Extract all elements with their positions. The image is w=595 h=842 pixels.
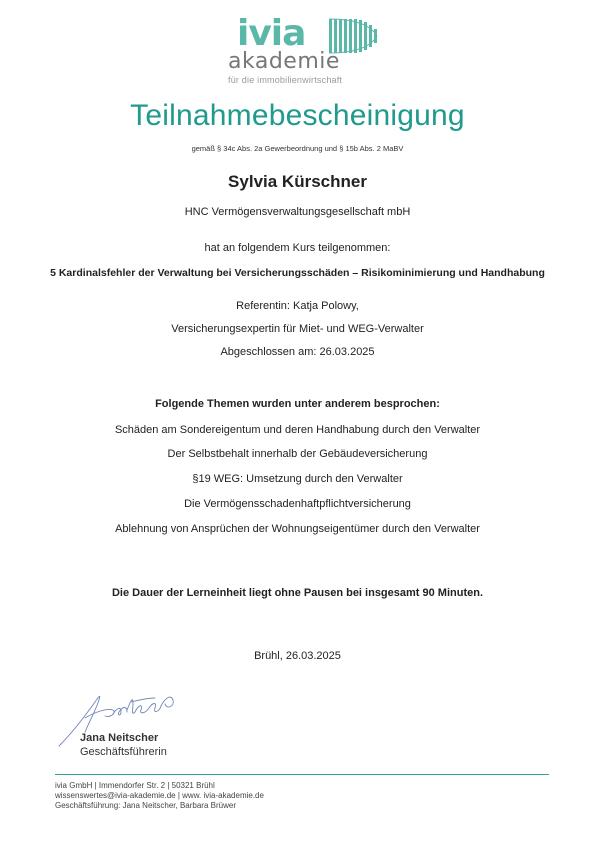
topic-item: Ablehnung von Ansprüchen der Wohnungseigentümer durch den Verwalter <box>115 523 480 535</box>
completion-date: Abgeschlossen am: 26.03.2025 <box>220 346 375 358</box>
topic-item: Die Vermögensschadenhaftpflichtversicherung <box>184 498 411 510</box>
duration-note: Die Dauer der Lerneinheit liegt ohne Pausen bei insgesamt 90 Minuten. <box>111 587 484 599</box>
topics-heading: Folgende Themen wurden unter anderem besprochen: <box>155 398 440 410</box>
page-title: Teilnahmebescheinigung <box>130 99 465 132</box>
footer-divider <box>55 774 549 775</box>
logo-brand: ivia <box>237 13 306 54</box>
signer-name: Jana Neitscher <box>80 732 159 744</box>
speaker-role: Versicherungsexpertin für Miet- und WEG-Verwalter <box>171 323 424 335</box>
topic-item: Der Selbstbehalt innerhalb der Gebäudeversicherung <box>167 448 428 460</box>
topic-item: Schäden am Sondereigentum und deren Handhabung durch den Verwalter <box>114 424 481 436</box>
company-name: HNC Vermögensverwaltungsgesellschaft mbH <box>184 206 411 218</box>
course-title: 5 Kardinalsfehler der Verwaltung bei Versicherungsschäden – Risikominimierung und Handhabung <box>50 267 545 279</box>
logo-tagline: für die immobilienwirtschaft <box>228 75 343 85</box>
topic-item: §19 WEG: Umsetzung durch den Verwalter <box>192 473 403 485</box>
footer-contact: wissenswertes@ivia-akademie.de | www. ivia-akademie.de <box>55 791 264 800</box>
speaker: Referentin: Katja Polowy, <box>236 300 359 312</box>
logo-name: akademie <box>228 49 340 74</box>
signer-role: Geschäftsführerin <box>80 746 167 758</box>
intro-text: hat an folgendem Kurs teilgenommen: <box>204 242 391 254</box>
footer-address: ivia GmbH | Immendorfer Str. 2 | 50321 Brühl <box>55 781 215 790</box>
ivia-logo <box>0 14 595 84</box>
footer-management: Geschäftsführung: Jana Neitscher, Barbara Brüwer <box>55 801 236 810</box>
place-date: Brühl, 26.03.2025 <box>254 650 341 662</box>
legal-basis: gemäß § 34c Abs. 2a Gewerbeordnung und § 15b Abs. 2 MaBV <box>191 144 404 153</box>
participant-name: Sylvia Kürschner <box>228 172 367 191</box>
